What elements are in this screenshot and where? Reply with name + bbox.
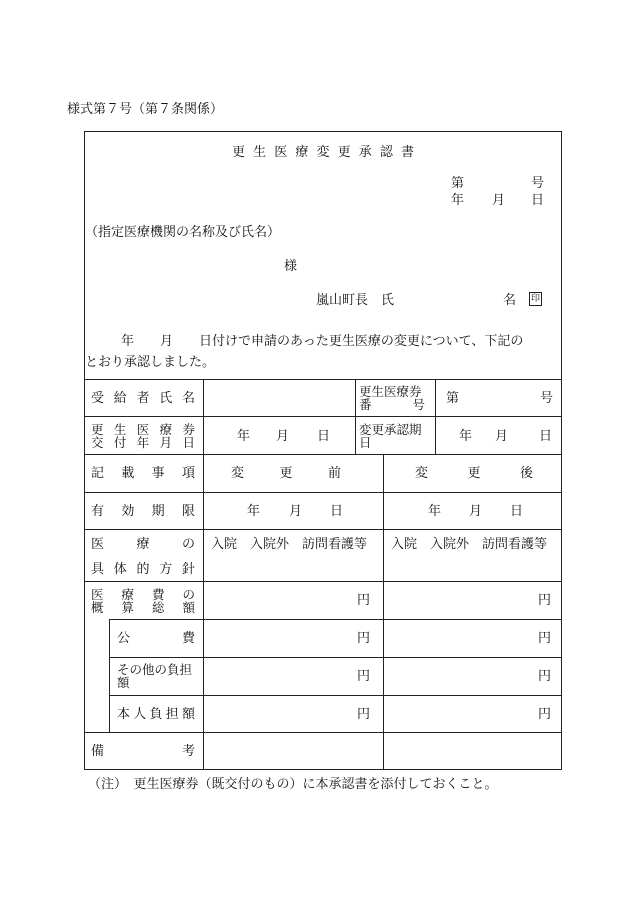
cost-total-after-yen: 円 [538,593,552,608]
validity-after-month: 月 [469,504,483,519]
form-title: 更 生 医 療 変 更 承 認 書 [231,145,417,160]
validity-after-year: 年 [428,504,442,519]
validity-after-day: 日 [510,504,524,519]
approval-date-day: 日 [539,429,553,444]
policy-before-options: 入院 入院外 訪問看護等 [211,537,368,552]
validity-before-year: 年 [247,504,261,519]
ticket-number-label: 更生医療券 [359,384,422,399]
table-line [109,657,561,658]
table-line [85,379,561,380]
public-cost-before-yen: 円 [357,631,371,646]
table-line [85,492,561,493]
issuer-title: 嵐山町長 氏 [316,293,395,308]
self-burden-after-yen: 円 [538,707,552,722]
doc-number-suffix: 号 [531,176,545,191]
issue-date-year: 年 [237,429,251,444]
table-line [109,619,110,732]
table-line [109,619,561,620]
remarks-label: 備 考 [91,744,195,759]
table-line [109,695,561,696]
validity-before-day: 日 [330,504,344,519]
issue-date-day: 日 [317,429,331,444]
recipient-honorific: 様 [284,259,298,274]
approval-date-label-1: 変更承認期 [359,422,422,437]
date-month: 月 [492,193,506,208]
cost-label-1: 医 療 費 の [91,587,195,602]
table-line [203,379,204,769]
issue-date-month: 月 [276,429,290,444]
approval-date-year: 年 [459,429,473,444]
issuer-name-label: 名 [503,293,517,308]
validity-label: 有 効 期 限 [91,504,195,519]
table-line [435,379,436,454]
recipient-name-label: 受 給 者 氏 名 [91,391,195,406]
table-line [85,529,561,530]
other-burden-label-2: 額 [117,675,130,690]
before-header: 変 更 前 [231,466,341,481]
ticket-number-prefix: 第 [446,391,460,406]
recipient-label: （指定医療機関の名称及び氏名） [85,225,281,240]
seal-stamp: 印 [530,294,540,304]
policy-label-2: 具 体 的 方 針 [91,562,195,577]
approval-date-label-2: 日 [359,435,372,450]
validity-before-month: 月 [289,504,303,519]
other-burden-after-yen: 円 [538,669,552,684]
public-cost-label: 公 費 [117,631,195,646]
other-burden-before-yen: 円 [357,669,371,684]
ticket-number-label-2: 番 号 [359,397,425,412]
issue-date-label-1: 更 生 医 療 券 [91,422,195,437]
table-line [85,581,561,582]
table-line [355,379,356,454]
body-line-2: とおり承認しました。 [85,355,216,370]
other-burden-label-1: その他の負担 [117,662,193,677]
cost-label-2: 概 算 総 額 [91,600,195,615]
table-line [85,416,561,417]
table-line [383,454,384,769]
date-day: 日 [531,193,545,208]
date-year: 年 [451,193,465,208]
table-line [85,732,561,733]
ticket-number-suffix: 号 [540,391,554,406]
self-burden-label: 本 人 負 担 額 [117,707,195,722]
policy-label-1: 医 療 の [91,537,195,552]
doc-number-prefix: 第 [451,176,465,191]
policy-after-options: 入院 入院外 訪問看護等 [391,537,548,552]
entry-label: 記 載 事 項 [91,466,195,481]
self-burden-before-yen: 円 [357,707,371,722]
after-header: 変 更 後 [415,466,533,481]
public-cost-after-yen: 円 [538,631,552,646]
issue-date-label-2: 交 付 年 月 日 [91,435,195,450]
cost-total-before-yen: 円 [357,593,371,608]
footnote: （注） 更生医療券（既交付のもの）に本承認書を添付しておくこと。 [88,777,498,792]
form-number: 様式第７号（第７条関係） [67,102,224,117]
table-line [85,454,561,455]
approval-date-month: 月 [495,429,509,444]
approval-form [84,131,562,770]
body-line-1: 年 月 日付けで申請のあった更生医療の変更について、下記の [121,334,524,349]
